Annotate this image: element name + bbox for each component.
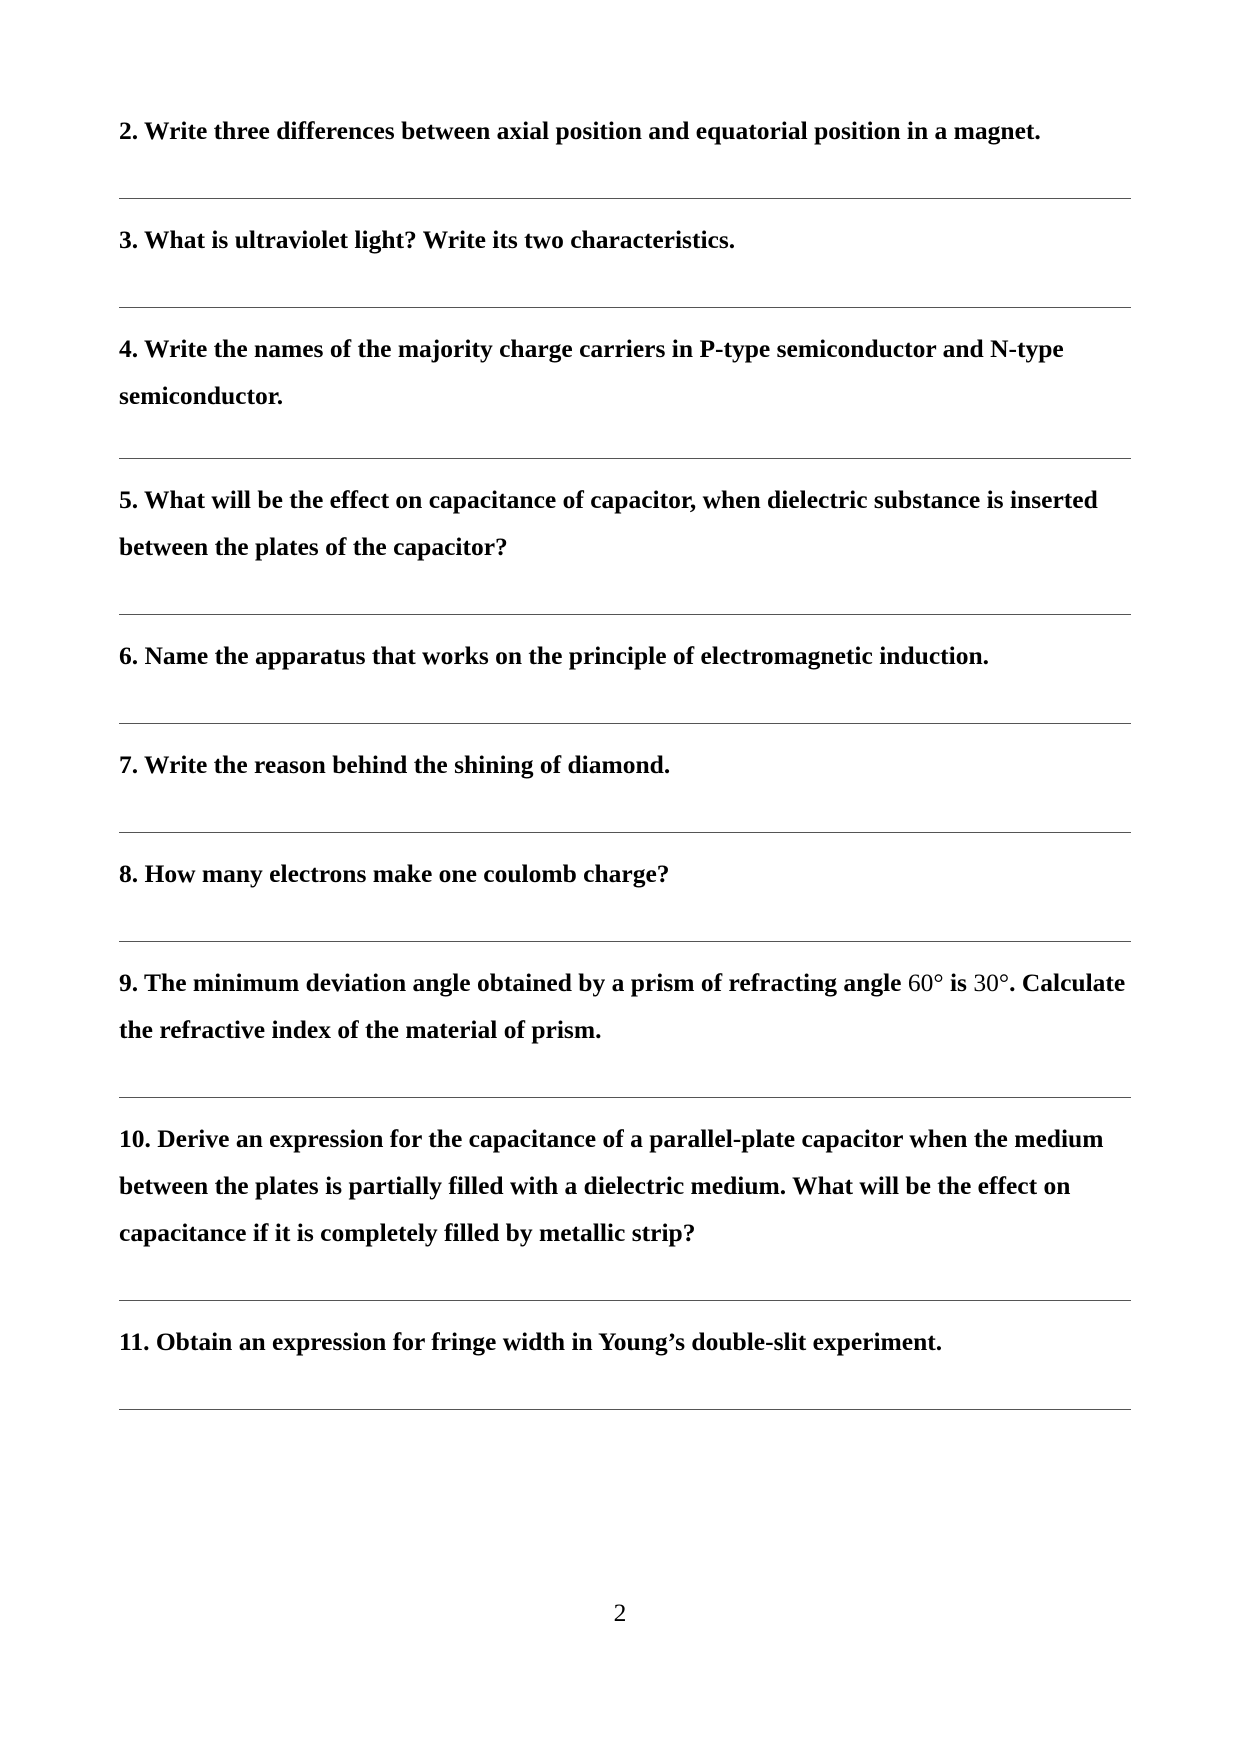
- question-6: [119, 632, 1131, 679]
- answer-line: [119, 1097, 1131, 1098]
- question-text: How many electrons make one coulomb charge?: [144, 859, 670, 888]
- question-number: 2.: [119, 116, 139, 145]
- question-number: 5.: [119, 485, 139, 514]
- question-text: Write the names of the majority charge carriers in P-type semiconductor and N-type semiconductor.: [119, 334, 1064, 410]
- question-8: [119, 850, 1131, 897]
- answer-line: [119, 941, 1131, 942]
- question-number: 11.: [119, 1327, 150, 1356]
- question-text: What is ultraviolet light? Write its two characteristics.: [144, 225, 736, 254]
- answer-line: [119, 198, 1131, 199]
- question-number: 3.: [119, 225, 139, 254]
- answer-line: [119, 723, 1131, 724]
- question-10: [119, 1115, 1131, 1256]
- answer-line: [119, 1409, 1131, 1410]
- question-text: Write the reason behind the shining of diamond.: [144, 750, 671, 779]
- question-text: . Calculate the refractive index of the material of prism.: [119, 968, 1126, 1044]
- question-text: Obtain an expression for fringe width in Young’s double-slit experiment.: [155, 1327, 943, 1356]
- answer-line: [119, 832, 1131, 833]
- question-9: [119, 959, 1131, 1053]
- question-11: [119, 1318, 1131, 1365]
- question-text: What will be the effect on capacitance of capacitor, when dielectric substance is inserted between the plates of the capacitor?: [119, 485, 1098, 561]
- question-2: [119, 107, 1131, 154]
- question-text: Name the apparatus that works on the principle of electromagnetic induction.: [144, 641, 990, 670]
- answer-line: [119, 307, 1131, 308]
- question-number: 8.: [119, 859, 139, 888]
- question-5: [119, 476, 1131, 570]
- question-number: 10.: [119, 1124, 151, 1153]
- question-text: The minimum deviation angle obtained by a prism of refracting angle: [144, 968, 902, 997]
- answer-line: [119, 614, 1131, 615]
- question-text: is: [949, 968, 967, 997]
- answer-line: [119, 1300, 1131, 1301]
- page-number: 2: [613, 1598, 627, 1627]
- answer-line: [119, 458, 1131, 459]
- question-3: [119, 216, 1131, 263]
- question-text: Write three differences between axial position and equatorial position in a magnet.: [144, 116, 1041, 145]
- refracting-angle-value: 60°: [907, 968, 944, 997]
- deviation-angle-value: 30°: [973, 968, 1010, 997]
- question-4: [119, 325, 1131, 419]
- question-number: 9.: [119, 968, 139, 997]
- question-text: Derive an expression for the capacitance of a parallel-plate capacitor when the medium between the plates is partially filled with a dielectric medium. What will be the effect on capacitance if it is completely filled by metallic strip?: [119, 1124, 1104, 1247]
- question-number: 7.: [119, 750, 139, 779]
- question-7: [119, 741, 1131, 788]
- question-number: 4.: [119, 334, 139, 363]
- question-number: 6.: [119, 641, 139, 670]
